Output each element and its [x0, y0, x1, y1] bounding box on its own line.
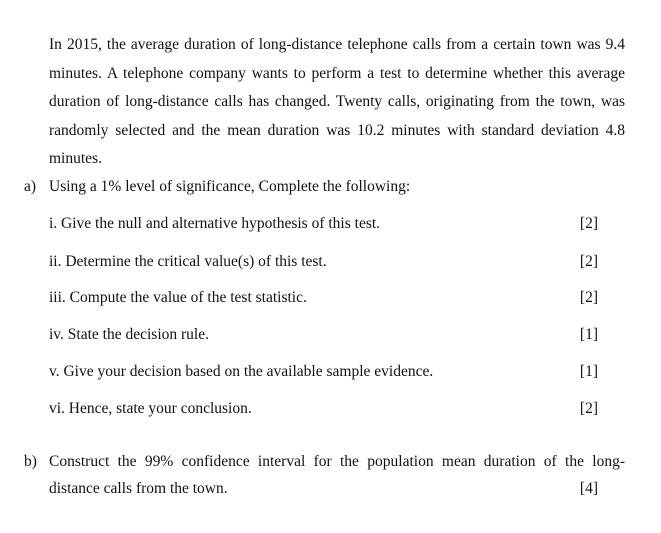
- marks-v: [1]: [579, 363, 598, 380]
- intro-line: randomly selected and the mean duration was 10.2 minutes with standard deviation 4.8: [49, 121, 625, 139]
- sub-question-iii: iii. Compute the value of the test statistic.: [49, 289, 307, 306]
- part-a-instruction: Using a 1% level of significance, Complete the following:: [49, 178, 411, 195]
- intro-line: minutes.: [49, 150, 102, 167]
- marks-i: [2]: [579, 215, 598, 232]
- sub-question-vi: vi. Hence, state your conclusion.: [49, 400, 252, 417]
- part-b-label: b): [24, 453, 37, 470]
- intro-line: duration of long-distance calls has changed. Twenty calls, originating from the town, was: [49, 93, 625, 110]
- part-a-label: a): [24, 178, 37, 195]
- intro-line: minutes. A telephone company wants to perform a test to determine whether this average: [49, 64, 625, 82]
- sub-question-v: v. Give your decision based on the available sample evidence.: [49, 363, 434, 380]
- intro-line: In 2015, the average duration of long-distance telephone calls from a certain town was 9.4: [49, 36, 625, 53]
- marks-iv: [1]: [579, 326, 598, 343]
- marks-b: [4]: [579, 480, 598, 497]
- marks-ii: [2]: [579, 253, 598, 270]
- question-intro: [49, 31, 625, 174]
- sub-question-ii: ii. Determine the critical value(s) of this test.: [49, 253, 327, 270]
- marks-iii: [2]: [579, 289, 598, 306]
- sub-question-iv: iv. State the decision rule.: [49, 326, 209, 343]
- sub-question-i: i. Give the null and alternative hypothesis of this test.: [49, 215, 381, 232]
- part-b-text-line1: Construct the 99% confidence interval for the population mean duration of the long-: [49, 453, 625, 470]
- marks-vi: [2]: [579, 400, 598, 417]
- part-b-text-line2: distance calls from the town.: [49, 480, 228, 497]
